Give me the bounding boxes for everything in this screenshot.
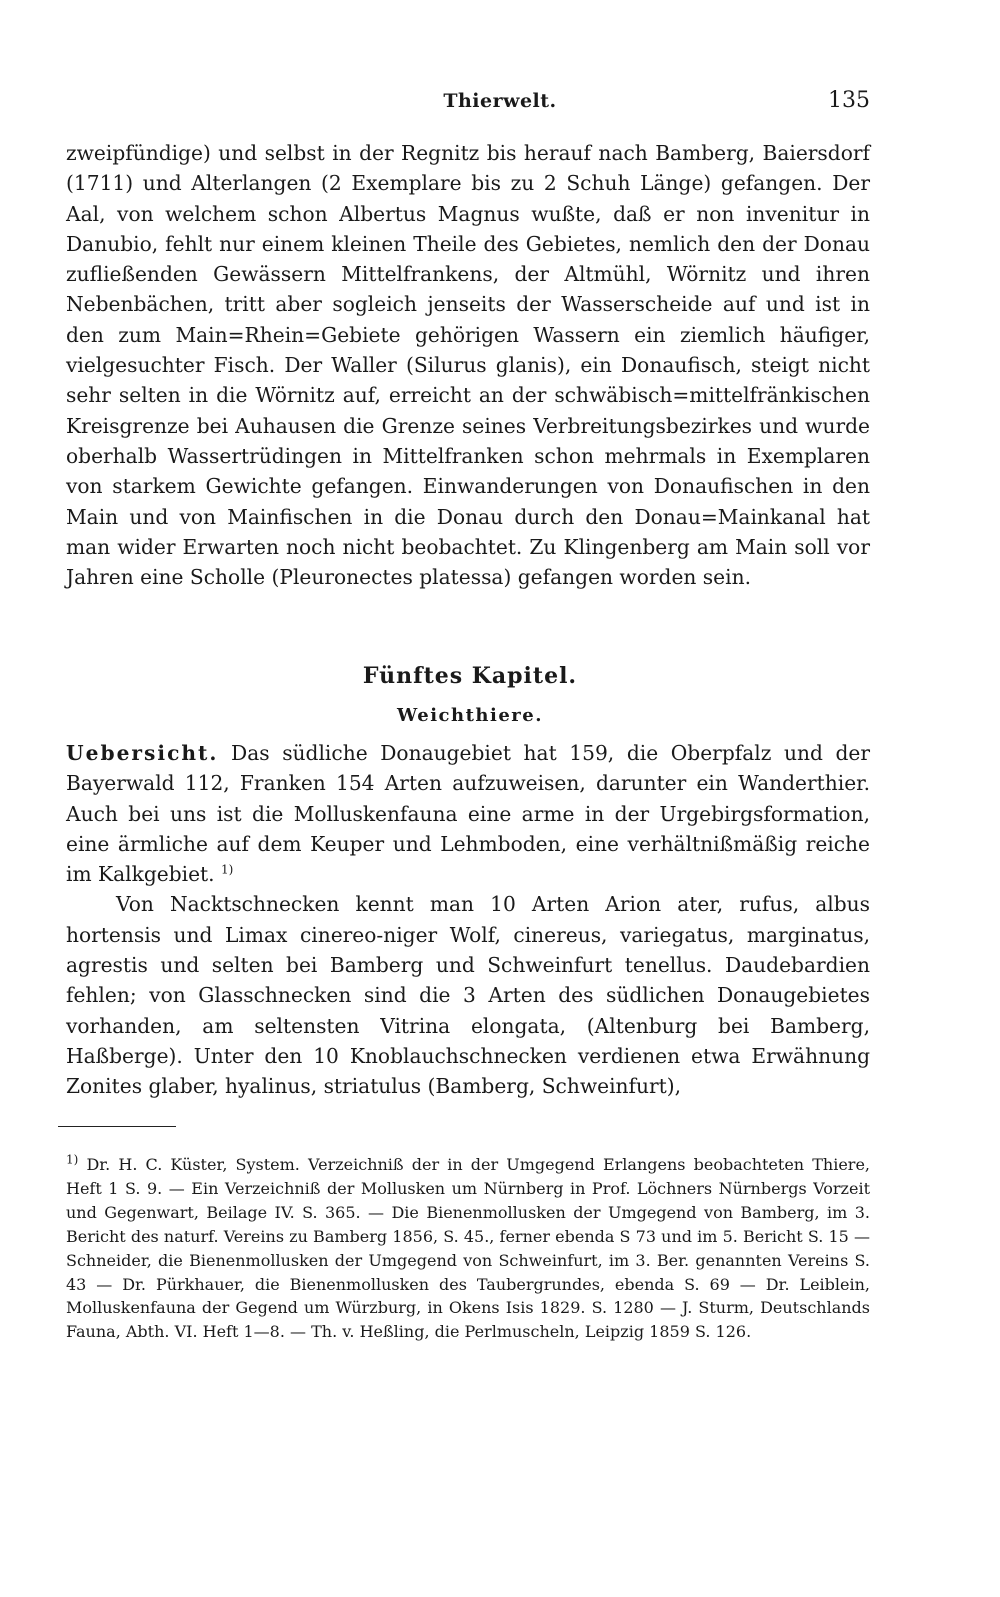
footnote-text: Dr. H. C. Küster, System. Verzeichniß der in der Umgegend Erlangens beobachteten Thiere, Heft 1 S. 9. — Ein Verzeichniß der Mollusken um Nürnberg in Prof. Löchners Nürnbergs Vorzeit und Gegenwart, Beilage IV. S. 365. — Die Bienenmollusken der Umgegend von Bamberg, im 3. Bericht des naturf. Vereins zu Bamberg 1856, S. 45., ferner ebenda S 73 und im 5. Bericht S. 15 — Schneider, die Bienenmollusken der Umgegend von Schweinfurt, im 3. Ber. genannten Vereins S. 43 — Dr. Pürkhauer, die Bienenmollusken des Taubergrundes, ebenda S. 69 — Dr. Leiblein, Molluskenfauna der Gegend um Würzburg, in Okens Isis 1829. S. 1280 — J. Sturm, Deutschlands Fauna, Abth. VI. Heft 1—8. — Th. v. Heßling, die Perlmuscheln, Leipzig 1859 S. 126. bbox=[66, 1155, 870, 1342]
paragraph-fish: zweipfündige) und selbst in der Regnitz bis herauf nach Bamberg, Baiersdorf (1711) und Alterlangen (2 Exemplare bis zu 2 Schuh Länge) gefangen. Der Aal, von welchem schon Albertus Magnus wußte, daß er non invenitur in Danubio, fehlt nur einem kleinen Theile des Gebietes, nemlich den der Donau zufließenden Gewässern Mittelfrankens, der Altmühl, Wörnitz und ihren Nebenbächen, tritt aber sogleich jenseits der Wasserscheide auf und ist in den zum Main=Rhein=Gebiete gehörigen Wassern ein ziemlich häufiger, vielgesuchter Fisch. Der Waller (Silurus glanis), ein Donaufisch, steigt nicht sehr selten in die Wörnitz auf, erreicht an der schwäbisch=mittelfränkischen Kreisgrenze bei Auhausen die Grenze seines Verbreitungsbezirkes und wurde oberhalb Wassertrüdingen in Mittelfranken schon mehrmals in Exemplaren von starkem Gewichte gefangen. Einwanderungen von Donaufischen in den Main und von Mainfischen in die Donau durch den Donau=Mainkanal hat man wider Erwarten noch nicht beobachtet. Zu Klingenberg am Main soll vor Jahren eine Scholle (Pleuronectes platessa) gefangen worden sein. bbox=[66, 141, 870, 590]
paragraph-slugs: Von Nacktschnecken kennt man 10 Arten Arion ater, rufus, albus hortensis und Limax cinereo-niger Wolf, cinereus, variegatus, marginatus, agrestis und selten bei Bamberg und Schweinfurt tenellus. Daudebardien fehlen; von Glasschnecken sind die 3 Arten des südlichen Donaugebietes vorhanden, am seltensten Vitrina elongata, (Altenburg bei Bamberg, Haßberge). Unter den 10 Knoblauchschnecken verdienen etwa Erwähnung Zonites glaber, hyalinus, striatulus (Bamberg, Schweinfurt), bbox=[66, 892, 870, 1099]
page-number: 135 bbox=[828, 88, 870, 113]
overview-text: Das südliche Donaugebiet hat 159, die Oberpfalz und der Bayerwald 112, Franken 154 Arten aufzuweisen, darunter ein Wanderthier. Auch bei uns ist die Molluskenfauna eine arme in der Urgebirgsformation, eine ärmliche auf dem Keuper und Lehmboden, eine verhältnißmäßig reiche im Kalkgebiet. bbox=[66, 741, 870, 887]
body-paragraph bbox=[66, 138, 870, 592]
footnote-marker: 1) bbox=[66, 1152, 79, 1167]
chapter-subtitle: Weichthiere. bbox=[397, 705, 543, 726]
overview-lead-word: Uebersicht. bbox=[66, 741, 219, 765]
paragraph-overview bbox=[66, 738, 870, 889]
chapter-title: Fünftes Kapitel. bbox=[362, 663, 578, 689]
footnote bbox=[66, 1153, 870, 1344]
footnote-reference[interactable]: 1) bbox=[220, 862, 234, 877]
footnote-divider bbox=[58, 1126, 176, 1127]
running-title: Thierwelt. bbox=[443, 90, 557, 112]
section-body bbox=[66, 738, 870, 1102]
